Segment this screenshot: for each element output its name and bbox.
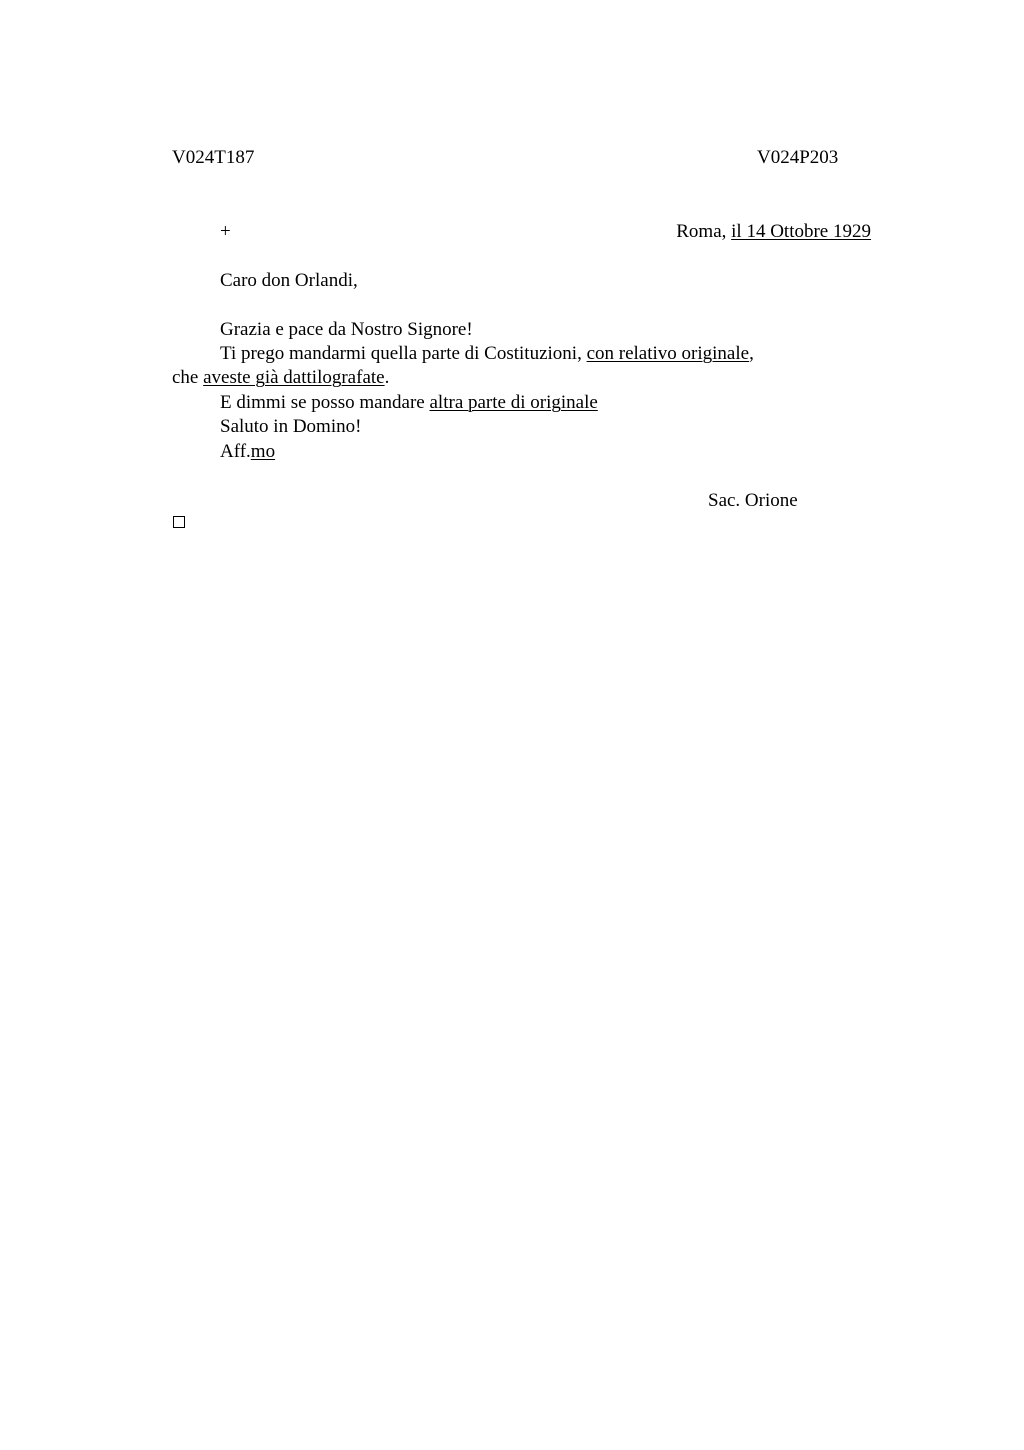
place: Roma, (676, 221, 732, 242)
body-line-3 (220, 391, 598, 415)
closing-text: Aff. (220, 441, 251, 462)
document-code-left: V024T187 (172, 147, 255, 168)
place-date (676, 220, 871, 244)
salutation: Caro don Orlandi, (220, 270, 358, 291)
greeting: Grazia e pace da Nostro Signore! (220, 319, 473, 340)
body-line-3-underlined: altra parte di originale (429, 392, 598, 413)
body-line-2-text: che (172, 367, 204, 388)
date: il 14 Ottobre 1929 (731, 221, 871, 242)
document-code-right: V024P203 (757, 147, 839, 168)
body-line-4: Saluto in Domino! (220, 416, 362, 437)
end-box-icon (173, 516, 185, 528)
closing (220, 440, 275, 464)
body-line-2 (172, 366, 389, 390)
body-line-2-underlined: aveste già dattilografate (203, 367, 385, 388)
body-line-1-end: , (749, 343, 754, 364)
body-line-1 (220, 342, 754, 366)
body-line-1-text: Ti prego mandarmi quella parte di Costituzioni, (220, 343, 587, 364)
body-line-3-text: E dimmi se posso mandare (220, 392, 430, 413)
cross-mark: + (220, 221, 231, 242)
body-line-1-underlined: con relativo originale (586, 343, 750, 364)
signature: Sac. Orione (708, 490, 798, 511)
body-line-2-end: . (384, 367, 390, 388)
closing-underlined: mo (250, 441, 276, 462)
